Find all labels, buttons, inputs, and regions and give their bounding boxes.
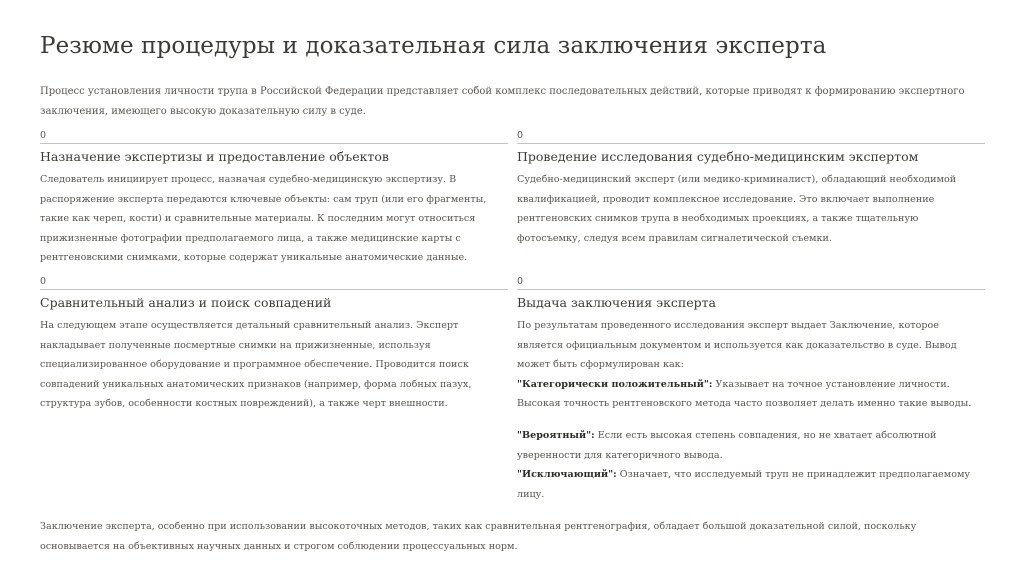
step-card-conclusion — [517, 276, 985, 504]
step-body: По результатам проведенного исследования эксперт выдает Заключение, которое является официальным документом и используется как доказательство в суде. Вывод может быть сформулирован как: — [517, 320, 957, 371]
step-number: 0 — [517, 276, 985, 290]
intro-paragraph: Процесс установления личности трупа в Российской Федерации представляет собой комплекс последовательных действий, которые приводят к формированию экспертного заключения, имеющего высокую доказательную силу в суде. — [40, 86, 965, 117]
step-card-examination — [517, 130, 985, 248]
conclusion-paragraph: Заключение эксперта, особенно при использовании высокоточных методов, таких как сравнительная рентгенография, обладает большой доказательной силой, поскольку основывается на объективных научных данных и строгом соблюдении процессуальных норм. — [40, 521, 917, 552]
step-number: 0 — [40, 276, 508, 290]
option-label: "Исключающий": — [517, 469, 617, 481]
option-probable — [517, 426, 985, 465]
step-heading: Проведение исследования судебно-медицинским экспертом — [517, 149, 919, 164]
step-card-appointment — [40, 130, 508, 268]
option-excluding — [517, 465, 985, 504]
option-text: Указывает на точное установление личности. Высокая точность рентгеновского метода часто позволяет делать именно такие выводы. — [517, 378, 972, 410]
option-label: "Вероятный": — [517, 429, 595, 441]
step-number: 0 — [40, 130, 508, 144]
step-card-comparison — [40, 276, 508, 414]
step-heading: Сравнительный анализ и поиск совпадений — [40, 295, 332, 310]
step-body: Следователь инициирует процесс, назначая судебно-медицинскую экспертизу. В распоряжение эксперта передаются ключевые объекты: сам труп (или его фрагменты, такие как череп, кости) и сравнительные материалы. К последним могут относиться прижизненные фотографии предполагаемого лица, а также медицинские карты с рентгеновскими снимками, которые содержат уникальные анатомические данные. — [40, 174, 487, 264]
option-positive — [517, 375, 985, 414]
step-number: 0 — [517, 130, 985, 144]
step-heading: Выдача заключения эксперта — [517, 295, 716, 310]
page-title: Резюме процедуры и доказательная сила заключения эксперта — [40, 33, 827, 59]
option-text: Означает, что исследуемый труп не принадлежит предполагаемому лицу. — [517, 469, 971, 500]
option-label: "Категорически положительный": — [517, 378, 713, 390]
option-text: Если есть высокая степень совпадения, но не хватает абсолютной уверенности для категоричного вывода. — [517, 429, 937, 461]
step-body: Судебно-медицинский эксперт (или медико-криминалист), обладающий необходимой квалификацией, проводит комплексное исследование. Это включает выполнение рентгеновских снимков трупа в необходимых проекциях, а также тщательную фотосъемку, следуя всем правилам сигналетической съемки. — [517, 174, 957, 244]
step-heading: Назначение экспертизы и предоставление объектов — [40, 149, 389, 164]
step-body: На следующем этапе осуществляется детальный сравнительный анализ. Эксперт накладывает полученные посмертные снимки на прижизненные, используя специализированное оборудование и программное обеспечение. Проводится поиск совпадений уникальных анатомических признаков (например, форма лобных пазух, структура зубов, особенности костных повреждений), а также черт внешности. — [40, 320, 472, 410]
